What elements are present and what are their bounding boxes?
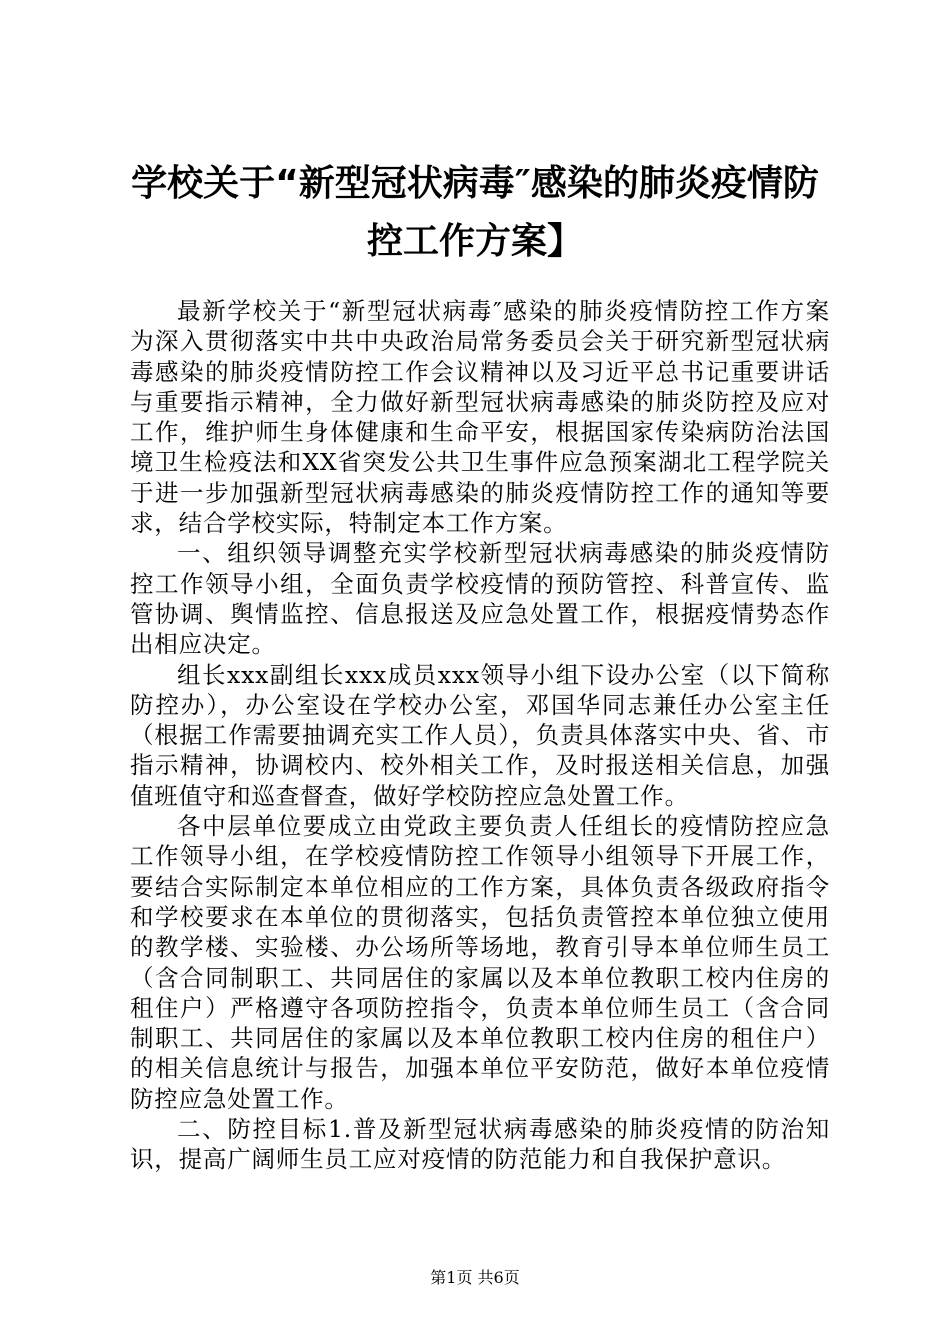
document-title-line-1: 学校关于“新型冠状病毒″感染的肺炎疫情防	[131, 163, 819, 204]
document-body	[130, 296, 830, 1175]
paragraph-intro: 最新学校关于“新型冠状病毒″感染的肺炎疫情防控工作方案为深入贯彻落实中共中央政治局常务委员会关于研究新型冠状病毒感染的肺炎疫情防控工作会议精神以及习近平总书记重要讲话与重要指示精神，全力做好新型冠状病毒感染的肺炎防控及应对工作，维护师生身体健康和生命平安，根据国家传染病防治法国境卫生检疫法和XX省突发公共卫生事件应急预案湖北工程学院关于进一步加强新型冠状病毒感染的肺炎疫情防控工作的通知等要求，结合学校实际，特制定本工作方案。	[130, 297, 830, 538]
paragraph-organization: 一、组织领导调整充实学校新型冠状病毒感染的肺炎疫情防控工作领导小组，全面负责学校疫情的预防管控、科普宣传、监管协调、舆情监控、信息报送及应急处置工作，根据疫情势态作出相应决定。	[130, 539, 830, 659]
paragraph-objectives: 二、防控目标1.普及新型冠状病毒感染的肺炎疫情的防治知识，提高广阔师生员工应对疫情的防范能力和自我保护意识。	[130, 1115, 830, 1174]
paragraph-leadership-group: 组长xxx副组长xxx成员xxx领导小组下设办公室（以下简称防控办），办公室设在学校办公室，邓国华同志兼任办公室主任（根据工作需要抽调充实工作人员），负责具体落实中央、省、市指示精神，协调校内、校外相关工作，及时报送相关信息，加强值班值守和巡查督查，做好学校防控应急处置工作。	[130, 660, 830, 810]
document-title-line-2: 控工作方案】	[366, 221, 583, 262]
paragraph-unit-responsibilities: 各中层单位要成立由党政主要负责人任组长的疫情防控应急工作领导小组，在学校疫情防控工作领导小组领导下开展工作，要结合实际制定本单位相应的工作方案，具体负责各级政府指令和学校要求在本单位的贯彻落实，包括负责管控本单位独立使用的教学楼、实验楼、办公场所等场地，教育引导本单位师生员工（含合同制职工、共同居住的家属以及本单位教职工校内住房的租住户）严格遵守各项防控指令，负责本单位师生员工（含合同制职工、共同居住的家属以及本单位教职工校内住房的租住户）的相关信息统计与报告，加强本单位平安防范，做好本单位疫情防控应急处置工作。	[130, 812, 830, 1113]
page-number-footer: 第1页 共6页	[430, 1268, 520, 1287]
